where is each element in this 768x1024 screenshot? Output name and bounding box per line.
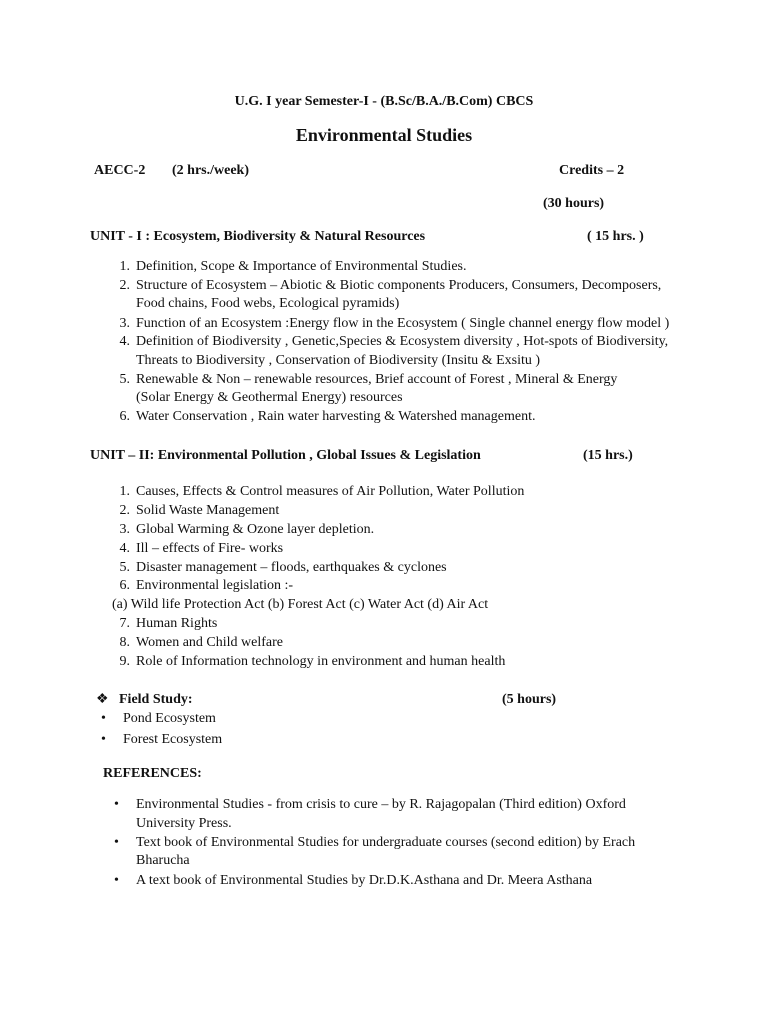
field-study-heading: Field Study: bbox=[119, 692, 193, 707]
list-item-continuation: Bharucha bbox=[136, 853, 190, 868]
list-item: 3. Global Warming & Ozone layer depletion. bbox=[119, 522, 375, 537]
hours-per-week: (2 hrs./week) bbox=[172, 163, 249, 178]
list-item: 2. Structure of Ecosystem – Abiotic & Biotic components Producers, Consumers, Decomposers, bbox=[119, 278, 662, 293]
bullet-icon: • bbox=[114, 835, 119, 850]
total-hours: (30 hours) bbox=[543, 196, 605, 211]
list-item: 6. Environmental legislation :- bbox=[119, 578, 294, 593]
list-item-continuation: Food chains, Food webs, Ecological pyramids) bbox=[136, 296, 400, 311]
diamond-bullet-icon: ❖ bbox=[96, 692, 109, 707]
list-item-continuation: University Press. bbox=[136, 816, 232, 831]
course-header: U.G. I year Semester-I - (B.Sc/B.A./B.Com) CBCS bbox=[234, 94, 534, 109]
list-item: 5. Renewable & Non – renewable resources, Brief account of Forest , Mineral & Energy bbox=[119, 372, 618, 387]
bullet-icon: • bbox=[114, 873, 119, 888]
list-item: • Environmental Studies - from crisis to cure – by R. Rajagopalan (Third edition) Oxford bbox=[114, 797, 626, 812]
course-code: AECC-2 bbox=[94, 163, 146, 178]
unit1-hours: ( 15 hrs. ) bbox=[587, 229, 644, 244]
list-item: • A text book of Environmental Studies by Dr.D.K.Asthana and Dr. Meera Asthana bbox=[114, 873, 593, 888]
bullet-icon: • bbox=[101, 711, 106, 726]
list-item: 3. Function of an Ecosystem :Energy flow in the Ecosystem ( Single channel energy flow model ) bbox=[119, 316, 670, 331]
unit2-hours: (15 hrs.) bbox=[583, 448, 633, 463]
list-item: 2. Solid Waste Management bbox=[119, 503, 280, 518]
credits: Credits – 2 bbox=[559, 163, 625, 178]
list-item-continuation: Threats to Biodiversity , Conservation of Biodiversity (Insitu & Exsitu ) bbox=[136, 353, 541, 368]
references-heading: REFERENCES: bbox=[103, 766, 202, 781]
unit2-heading: UNIT – II: Environmental Pollution , Global Issues & Legislation bbox=[90, 448, 481, 463]
list-item: 1. Definition, Scope & Importance of Environmental Studies. bbox=[119, 259, 467, 274]
list-item: • Pond Ecosystem bbox=[101, 711, 216, 726]
list-item: 1. Causes, Effects & Control measures of Air Pollution, Water Pollution bbox=[119, 484, 525, 499]
list-item: 6. Water Conservation , Rain water harvesting & Watershed management. bbox=[119, 409, 536, 424]
bullet-icon: • bbox=[114, 797, 119, 812]
bullet-icon: • bbox=[101, 732, 106, 747]
list-item: 5. Disaster management – floods, earthquakes & cyclones bbox=[119, 560, 447, 575]
list-item: 8. Women and Child welfare bbox=[119, 635, 283, 650]
list-item: 4. Definition of Biodiversity , Genetic,Species & Ecosystem diversity , Hot-spots of Biodiversity, bbox=[119, 334, 669, 349]
field-study-hours: (5 hours) bbox=[502, 692, 557, 707]
page-title: Environmental Studies bbox=[295, 125, 473, 145]
list-item: 4. Ill – effects of Fire- works bbox=[119, 541, 284, 556]
list-item-continuation: (Solar Energy & Geothermal Energy) resources bbox=[136, 390, 403, 405]
legislation-acts: (a) Wild life Protection Act (b) Forest Act (c) Water Act (d) Air Act bbox=[112, 597, 489, 612]
list-item: • Forest Ecosystem bbox=[101, 732, 223, 747]
unit1-heading: UNIT - I : Ecosystem, Biodiversity & Natural Resources bbox=[90, 229, 426, 244]
list-item: 7. Human Rights bbox=[119, 616, 218, 631]
list-item: 9. Role of Information technology in environment and human health bbox=[119, 654, 506, 669]
list-item: • Text book of Environmental Studies for undergraduate courses (second edition) by Erach bbox=[114, 835, 636, 850]
